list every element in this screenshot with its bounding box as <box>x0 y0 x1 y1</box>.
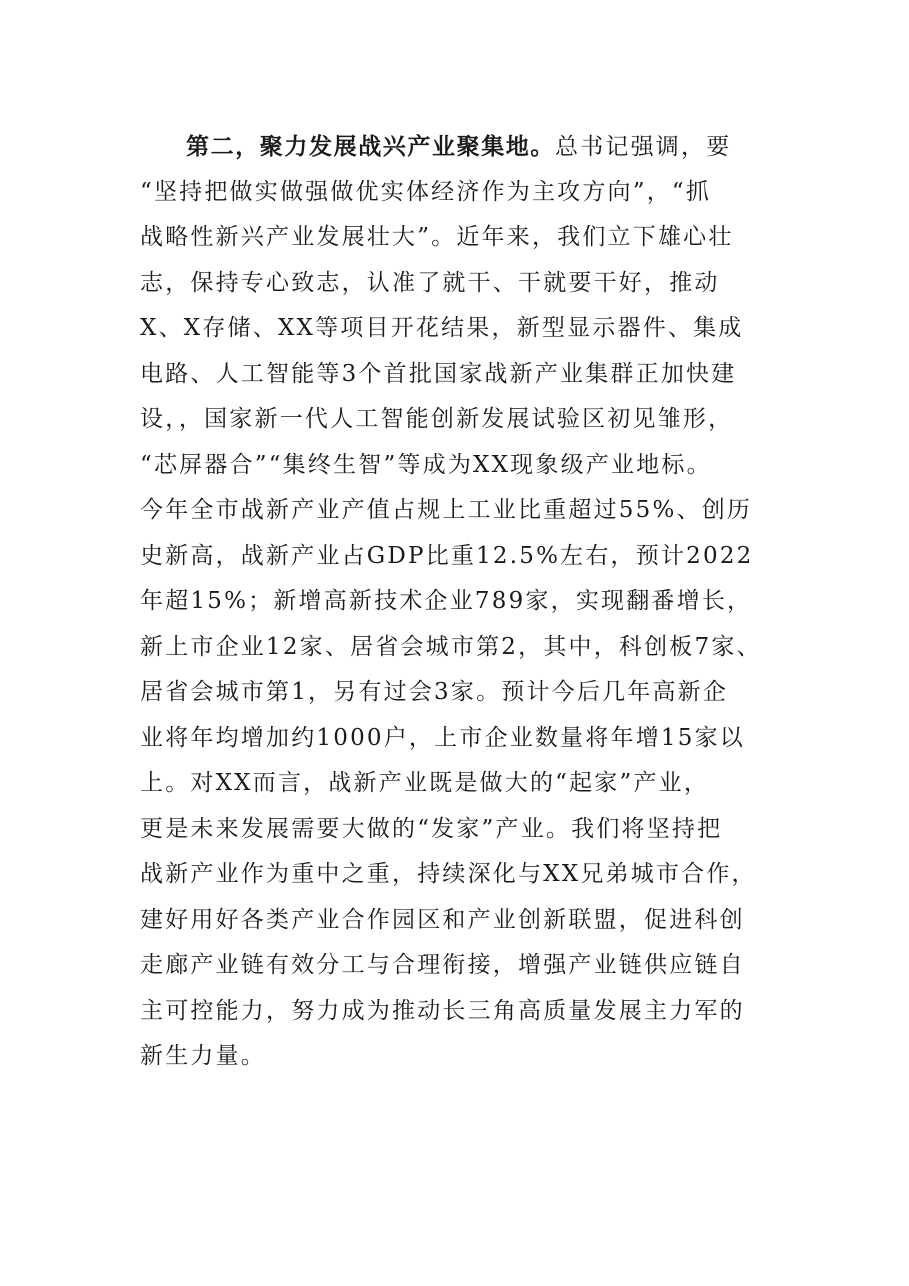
paragraph-line: 志，保持专心致志，认准了就干、干就要干好，推动 <box>140 269 720 296</box>
paragraph-line: “芯屏器合”“集终生智”等成为XX现象级产业地标。 <box>140 451 712 478</box>
section-heading: 第二，聚力发展战兴产业聚集地。 <box>186 133 555 160</box>
paragraph-line: 居省会城市第1，另有过会3家。预计今后几年高新企 <box>140 679 729 705</box>
paragraph-line: X、X存储、XX等项目开花结果，新型显示器件、集成 <box>140 315 744 341</box>
paragraph-line-text: 总书记强调，要 <box>555 134 732 160</box>
paragraph-line: “坚持把做实做强做优实体经济作为主攻方向”，“抓 <box>140 178 712 205</box>
paragraph-line: 建好用好各类产业合作园区和产业创新联盟，促进科创 <box>140 906 745 933</box>
paragraph-line: 史新高，战新产业占GDP比重12.5%左右，预计2022 <box>140 542 754 569</box>
paragraph-line: 更是未来发展需要大做的“发家”产业。我们将坚持把 <box>140 815 723 842</box>
paragraph-line: 业将年均增加约1000户，上市企业数量将年增15家以 <box>140 724 745 751</box>
paragraph-line: 新生力量。 <box>140 1043 266 1069</box>
paragraph-line: 电路、人工智能等3个首批国家战新产业集群正加快建 <box>140 360 737 387</box>
paragraph-line: 走廊产业链有效分工与合理衔接，增强产业链供应链自 <box>140 952 745 978</box>
paragraph-line: 战新产业作为重中之重，持续深化与XX兄弟城市合作， <box>140 861 757 887</box>
paragraph-line: 年超15%；新增高新技术企业789家，实现翻番增长， <box>140 588 753 614</box>
paragraph-line: 上。对XX而言，战新产业既是做大的“起家”产业， <box>140 770 710 796</box>
paragraph-line: 战略性新兴产业发展壮大”。近年来，我们立下雄心壮 <box>140 224 734 250</box>
paragraph-line: 设，，国家新一代人工智能创新发展试验区初见雏形， <box>140 406 734 432</box>
paragraph-line <box>140 124 800 170</box>
paragraph <box>140 124 800 1080</box>
paragraph-line: 新上市企业12家、居省会城市第2，其中，科创板7家、 <box>140 633 762 660</box>
paragraph-line: 主可控能力，努力成为推动长三角高质量发展主力军的 <box>140 997 745 1024</box>
paragraph-line: 今年全市战新产业产值占规上工业比重超过55%、创历 <box>140 497 753 523</box>
